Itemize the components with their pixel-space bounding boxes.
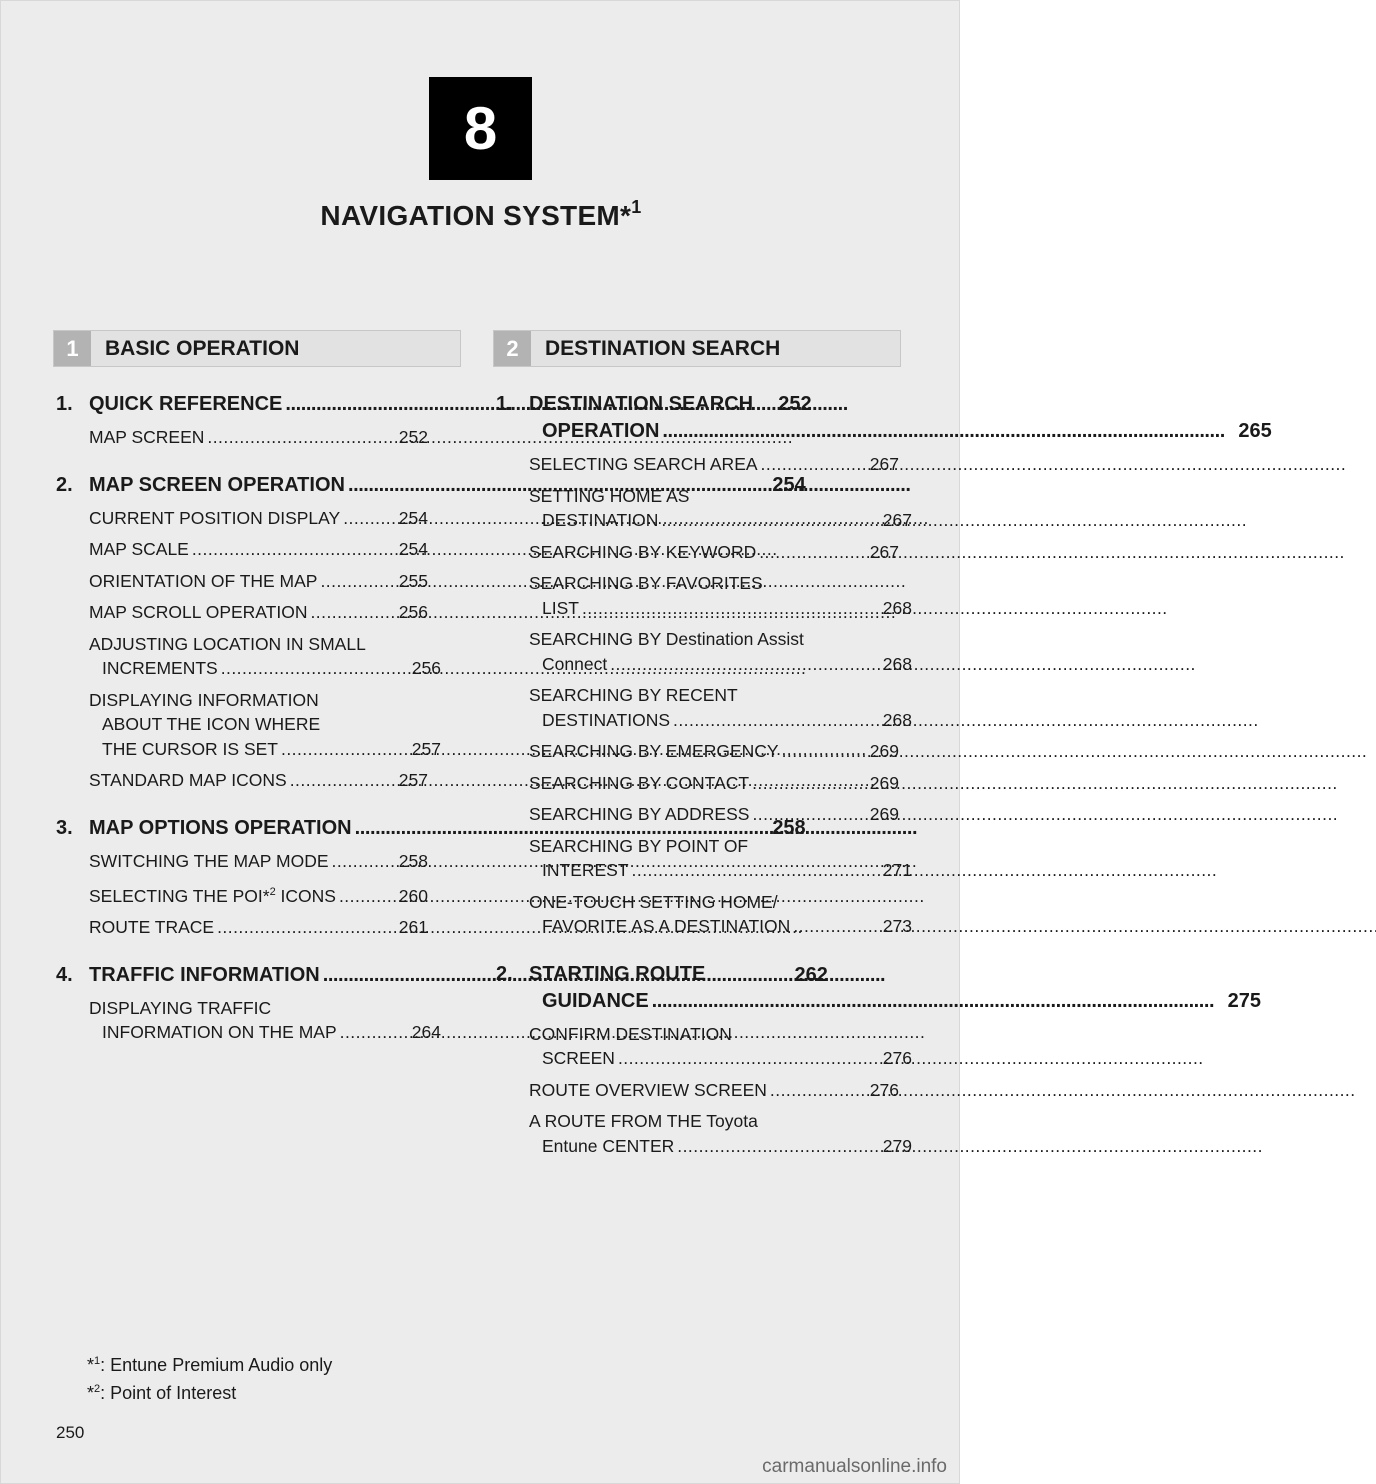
- toc-entry-text: TRAFFIC INFORMATION: [89, 963, 320, 986]
- toc-sub-entry[interactable]: [89, 537, 428, 562]
- toc-leader-row: [529, 708, 912, 733]
- toc-page-number: 275: [1227, 989, 1261, 1012]
- toc-entry-text: SEARCHING BY EMERGENCY: [529, 741, 779, 761]
- toc-page-number: 258: [398, 850, 428, 871]
- toc-entry-line: DISPLAYING INFORMATION: [89, 689, 319, 710]
- toc-entry-line: SEARCHING BY Destination Assist: [529, 629, 804, 649]
- toc-page-number: 260: [398, 885, 428, 906]
- toc-entry-line: CONFIRM DESTINATION: [529, 1023, 732, 1044]
- toc-entry-text: QUICK REFERENCE: [89, 393, 283, 415]
- toc-main-entry[interactable]: [56, 815, 806, 842]
- toc-entry-text: ROUTE OVERVIEW SCREEN: [529, 1079, 767, 1100]
- toc-sub-entry[interactable]: [529, 571, 912, 620]
- toc-entry-line: ADJUSTING LOCATION IN SMALL: [89, 633, 366, 654]
- toc-entry-line: SEARCHING BY FAVORITES: [529, 573, 763, 593]
- toc-page-number: 256: [398, 602, 428, 622]
- dot-leader: [221, 656, 409, 681]
- dot-leader: [332, 849, 396, 874]
- toc-sub-entry[interactable]: [89, 996, 441, 1045]
- chapter-number: 8: [463, 95, 498, 162]
- dot-leader: [677, 1134, 880, 1159]
- toc-leader-row: [529, 802, 899, 827]
- toc-leader-row: [89, 737, 441, 762]
- toc-page-number: 265: [1238, 420, 1272, 442]
- toc-page-number: 276: [869, 1079, 899, 1100]
- dot-leader: [207, 425, 395, 450]
- toc-leader-row: [529, 988, 1261, 1015]
- toc-sub-entry[interactable]: [529, 771, 899, 796]
- toc-entry-text: SELECTING THE POI*$^2$ ICONS: [89, 885, 336, 906]
- toc-page-number: 255: [398, 570, 428, 591]
- toc-sub-entry[interactable]: [529, 484, 912, 533]
- toc-entry-text: THE CURSOR IS SET: [102, 738, 278, 759]
- toc-chapter-entry[interactable]: [496, 391, 1272, 939]
- toc-entry-text: SEARCHING BY ADDRESS: [529, 804, 750, 824]
- footnote: *$^1$: Entune Premium Audio only: [87, 1355, 333, 1375]
- toc-leader-row: [529, 914, 912, 939]
- toc-entry-text: STANDARD MAP ICONS: [89, 770, 287, 790]
- dot-leader: [761, 452, 867, 477]
- footnotes: [87, 1349, 332, 1405]
- toc-entry-index: 2.: [56, 473, 73, 496]
- toc-page-number: 256: [411, 658, 441, 678]
- section-label: BASIC OPERATION: [105, 336, 300, 360]
- dot-leader: [782, 739, 867, 764]
- chapter-title-text: NAVIGATION SYSTEM*: [320, 200, 632, 231]
- toc-sub-entry[interactable]: [89, 632, 441, 681]
- toc-main-entry[interactable]: [496, 391, 1272, 445]
- dot-leader: [618, 1046, 880, 1071]
- toc-leader-row: [89, 915, 428, 940]
- toc-sub-entry[interactable]: [89, 425, 428, 450]
- section-label: DESTINATION SEARCH: [545, 336, 781, 360]
- toc-page-number: 254: [398, 507, 428, 528]
- toc-leader-row: [529, 771, 899, 796]
- toc-page-number: 257: [398, 770, 428, 790]
- toc-chapter-entry[interactable]: [496, 961, 1261, 1159]
- dot-leader: [661, 508, 879, 533]
- toc-sub-entry[interactable]: [529, 1078, 899, 1103]
- dot-leader: [610, 652, 880, 677]
- toc-entry-index: 2.: [496, 962, 513, 985]
- toc-page-number: 267: [869, 454, 899, 474]
- toc-sub-entry[interactable]: [89, 849, 428, 874]
- dot-leader: [290, 768, 396, 793]
- toc-leader-row: [529, 1046, 912, 1071]
- dot-leader: [281, 737, 409, 762]
- section-number: 2: [494, 331, 531, 366]
- toc-sub-entry[interactable]: [529, 1109, 912, 1158]
- toc-entry-text: LIST: [542, 597, 579, 618]
- dot-leader: [632, 858, 880, 883]
- toc-page-number: 269: [869, 772, 899, 793]
- chapter-number-badge: [429, 77, 532, 180]
- toc-sub-entry[interactable]: [529, 834, 912, 883]
- toc-entry-text: Connect: [542, 653, 608, 674]
- toc-entry-text: MAP SCREEN: [89, 427, 205, 447]
- dot-leader: [339, 884, 396, 909]
- toc-leader-row: [529, 596, 912, 621]
- footnote-mark: 2: [269, 886, 276, 898]
- toc-entry-text: INCREMENTS: [102, 658, 218, 678]
- toc-page-number: 254: [772, 473, 806, 496]
- toc-entry-text: CURRENT POSITION DISPLAY: [89, 507, 341, 528]
- dot-leader: [759, 540, 867, 565]
- toc-leader-row: [529, 739, 899, 764]
- toc-leader-row: [89, 506, 428, 531]
- toc-leader-row: [89, 600, 428, 625]
- toc-entry-line: DESTINATION SEARCH: [529, 393, 754, 415]
- toc-leader-row: [89, 768, 428, 793]
- toc-leader-row: [89, 569, 428, 594]
- toc-sub-entry[interactable]: [529, 890, 912, 939]
- toc-page-number: 252: [398, 427, 428, 447]
- toc-sub-entry[interactable]: [89, 688, 441, 762]
- section-number: 1: [54, 331, 91, 366]
- toc-entry-line: SEARCHING BY POINT OF: [529, 835, 749, 856]
- toc-page-number: 261: [398, 917, 428, 938]
- toc-page-number: 276: [882, 1048, 912, 1068]
- toc-entry-index: 1.: [496, 393, 513, 415]
- toc-leader-row: [89, 656, 441, 681]
- watermark: carmanualsonline.info: [762, 1456, 947, 1477]
- toc-leader-row: [529, 508, 912, 533]
- toc-leader-row: [529, 858, 912, 883]
- toc-entry-text: MAP SCREEN OPERATION: [89, 473, 345, 496]
- chapter-title-footnote-mark: 1: [631, 197, 642, 217]
- toc-main-entry[interactable]: [496, 961, 1261, 1015]
- toc-entry-text: ORIENTATION OF THE MAP: [89, 570, 318, 591]
- dot-leader: [662, 418, 1235, 445]
- dot-leader: [340, 1020, 409, 1045]
- toc-entry-line: ONE-TOUCH SETTING HOME/: [529, 891, 778, 912]
- toc-leader-row: [529, 452, 899, 477]
- toc-leader-row: [89, 880, 428, 908]
- dot-leader: [793, 914, 879, 939]
- toc-entry-text: MAP OPTIONS OPERATION: [89, 816, 352, 839]
- toc-entry-text: SELECTING SEARCH AREA: [529, 454, 758, 474]
- toc-entry-text: DESTINATION: [542, 510, 659, 530]
- dot-leader: [343, 506, 396, 531]
- section-header-destination-search: [493, 330, 901, 367]
- toc-column-destination-search: [496, 391, 1272, 1180]
- toc-page-number: 268: [882, 597, 912, 618]
- toc-main-entry-body: [529, 961, 1261, 1015]
- toc-entry-index: 4.: [56, 963, 73, 986]
- toc-main-entry-body: [529, 391, 1272, 445]
- toc-leader-row: [529, 540, 899, 565]
- toc-entry-line: SETTING HOME AS: [529, 485, 690, 506]
- toc-sub-entry[interactable]: [529, 1022, 912, 1071]
- page-number: 250: [56, 1423, 85, 1442]
- dot-leader: [582, 596, 880, 621]
- toc-entry-text: MAP SCALE: [89, 539, 189, 559]
- toc-page-number: 268: [882, 709, 912, 730]
- toc-page-number: 262: [794, 963, 828, 986]
- dot-leader: [770, 1078, 867, 1103]
- toc-entry-text: OPERATION: [542, 420, 660, 442]
- toc-entry-index: 1.: [56, 393, 73, 415]
- dot-leader: [310, 600, 395, 625]
- toc-leader-row: [89, 1020, 441, 1045]
- toc-leader-row: [89, 849, 428, 874]
- toc-sub-entry[interactable]: [529, 540, 899, 565]
- toc-page-number: 268: [882, 653, 912, 674]
- toc-entry-line: DISPLAYING TRAFFIC: [89, 997, 272, 1018]
- toc-sub-entry[interactable]: [529, 627, 912, 676]
- toc-entry-text: SCREEN: [542, 1048, 615, 1068]
- toc-page-number: 267: [882, 510, 912, 530]
- toc-leader-row: [529, 418, 1272, 445]
- toc-entry-text-tail: ICONS: [275, 885, 336, 906]
- toc-entry-text: SEARCHING BY KEYWORD: [529, 541, 757, 562]
- toc-entry-text: INTEREST: [542, 860, 629, 880]
- toc-entry-line: STARTING ROUTE: [529, 962, 706, 985]
- toc-entry-text: SEARCHING BY CONTACT: [529, 772, 750, 793]
- toc-entry-text: INFORMATION ON THE MAP: [102, 1022, 337, 1043]
- toc-sub-entry[interactable]: [529, 802, 899, 827]
- toc-entry-text: Entune CENTER: [542, 1135, 675, 1156]
- toc-sub-entry[interactable]: [89, 506, 428, 531]
- toc-page-number: 269: [869, 804, 899, 824]
- toc-entry-text: GUIDANCE: [542, 989, 649, 1012]
- toc-entry-text: MAP SCROLL OPERATION: [89, 602, 308, 622]
- toc-page-number: 252: [778, 393, 812, 415]
- toc-leader-row: [529, 1134, 912, 1159]
- toc-sub-entry[interactable]: [529, 683, 912, 732]
- toc-entry-text: ROUTE TRACE: [89, 917, 215, 938]
- dot-leader: [752, 771, 867, 796]
- toc-entry-index: 3.: [56, 816, 73, 839]
- toc-sub-entry[interactable]: [529, 452, 899, 477]
- dot-leader: [673, 708, 880, 733]
- toc-page-number: 254: [398, 539, 428, 559]
- toc-page-number: 269: [869, 741, 899, 761]
- footnote: *$^2$: Point of Interest: [87, 1383, 237, 1403]
- toc-sub-entry[interactable]: [529, 739, 899, 764]
- toc-entry-line: A ROUTE FROM THE Toyota: [529, 1111, 758, 1131]
- toc-page-number: 273: [882, 916, 912, 936]
- toc-page-number: 267: [869, 541, 899, 562]
- dot-leader: [752, 802, 866, 827]
- section-header-basic-operation: [53, 330, 461, 367]
- toc-sub-entry[interactable]: [89, 915, 428, 940]
- toc-entry-text: DESTINATIONS: [542, 709, 671, 730]
- toc-leader-row: [529, 1078, 899, 1103]
- toc-entry-text: SWITCHING THE MAP MODE: [89, 850, 329, 871]
- toc-sub-entry[interactable]: [89, 880, 428, 908]
- toc-entry-text: FAVORITE AS A DESTINATION: [542, 916, 791, 936]
- toc-entry-line: SEARCHING BY RECENT: [529, 685, 738, 705]
- toc-page-number: 279: [882, 1135, 912, 1156]
- toc-entry-line: ABOUT THE ICON WHERE: [102, 714, 321, 734]
- toc-sub-entry[interactable]: [89, 569, 428, 594]
- toc-page-number: 271: [882, 860, 912, 880]
- toc-page-number: 257: [411, 738, 441, 759]
- toc-sub-entry[interactable]: [89, 768, 428, 793]
- chapter-title: [1, 197, 961, 232]
- toc-leader-row: [529, 652, 912, 677]
- dot-leader: [652, 988, 1225, 1015]
- dot-leader: [217, 915, 396, 940]
- toc-sub-entry[interactable]: [89, 600, 428, 625]
- dot-leader: [192, 537, 396, 562]
- toc-page-number: 264: [411, 1022, 441, 1043]
- toc-leader-row: [89, 537, 428, 562]
- dot-leader: [320, 569, 395, 594]
- toc-page-number: 258: [772, 816, 806, 839]
- toc-leader-row: [89, 425, 428, 450]
